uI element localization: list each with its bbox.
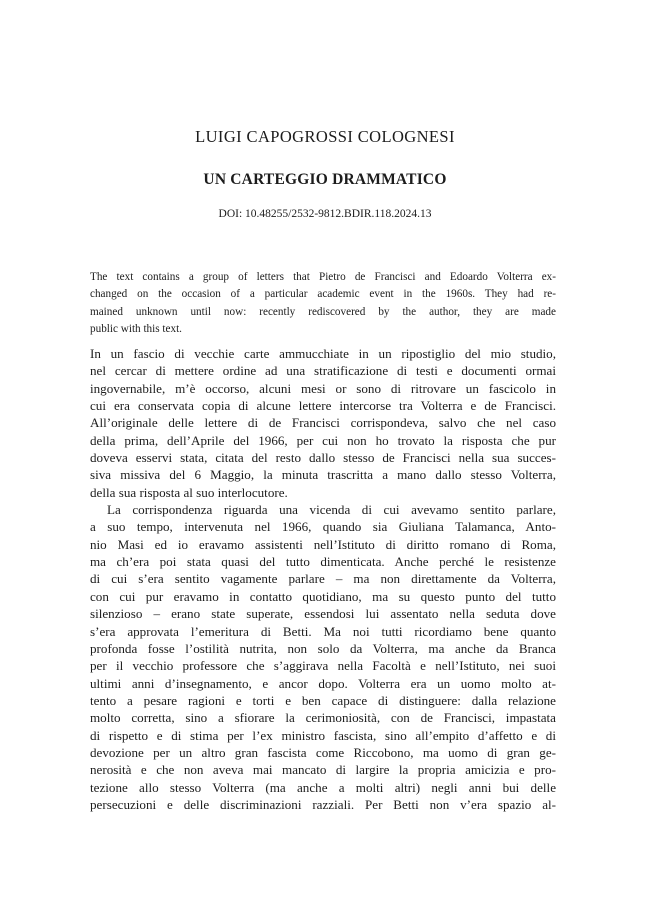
- abstract-line: changed on the occasion of a particular academic event in the 1960s. They had re-: [90, 288, 556, 301]
- body-line: devozione per un altro gran fascista come Riccobono, ma uomo di gran ge-: [90, 744, 556, 760]
- body-line: per il vecchio professore che s’aggirava nella Facoltà e nell’Istituto, nei suoi: [90, 658, 556, 674]
- body-line: ma ch’era poi stata quasi del tutto dimenticata. Anche perché le resistenze: [90, 554, 556, 570]
- body-line: molto corretta, sino a sfiorare la cerimoniosità, con de Francisci, impastata: [90, 710, 556, 726]
- body-line: nel cercar di mettere ordine ad una stratificazione di testi e documenti ormai: [90, 363, 556, 379]
- abstract-line: mained unknown until now: recently rediscovered by the author, they are made: [90, 305, 556, 318]
- body-line: tento a pesare ragioni e torti e ben capace di distinguere: dalla relazione: [90, 692, 556, 708]
- body-line: della prima, dell’Aprile del 1966, per cui non ho trovato la risposta che pur: [90, 432, 556, 448]
- body-line: ultimi anni d’insegnamento, e ancor dopo. Volterra era un uomo molto at-: [90, 675, 556, 691]
- body-line: con cui pur eravamo in contatto quotidiano, ma su questo punto del tutto: [90, 588, 556, 604]
- body-line: La corrispondenza riguarda una vicenda di cui avevamo sentito parlare,: [107, 502, 556, 518]
- body-line: silenzioso – erano state superate, essendosi lui assentato nella seduta dove: [90, 606, 556, 622]
- article-title: UN CARTEGGIO DRAMMATICO: [203, 171, 447, 188]
- author-name: LUIGI CAPOGROSSI COLOGNESI: [195, 127, 455, 146]
- abstract-line: The text contains a group of letters that Pietro de Francisci and Edoardo Volterra ex-: [90, 271, 556, 283]
- body-line: nio Masi ed io eravamo assistenti nell’Istituto di diritto romano di Roma,: [90, 536, 556, 552]
- body-line: persecuzioni e delle discriminazioni razziali. Per Betti non v’era spazio al-: [90, 796, 556, 812]
- doi-line: DOI: 10.48255/2532-9812.BDIR.118.2024.13: [218, 208, 432, 220]
- body-line: All’originale delle lettere di de Francisci corrispondeva, salvo che nel caso: [90, 415, 556, 431]
- body-line: siva missiva del 6 Maggio, la minuta trascritta a mano dallo stesso Volterra,: [90, 467, 556, 483]
- paragraph: [90, 345, 556, 501]
- body-line: profonda fosse l’ostilità nutrita, non solo da Volterra, ma anche da Branca: [90, 640, 556, 656]
- abstract-line: public with this text.: [90, 323, 182, 336]
- body-line: di cui s’era sentito vagamente parlare – ma non direttamente da Volterra,: [90, 571, 556, 587]
- abstract: [90, 269, 556, 339]
- body-line: cui era conservata copia di alcune lettere intercorse tra Volterra e de Francisci.: [90, 398, 556, 414]
- body-line: della sua risposta al suo interlocutore.: [90, 484, 288, 500]
- body-line: ingovernabile, m’è occorso, alcuni mesi or sono di ritrovare un fascicolo in: [90, 380, 556, 396]
- body-line: s’era approvata l’emeritura di Betti. Ma noi tutti ricordiamo bene quanto: [90, 623, 556, 639]
- body-line: tezione allo stesso Volterra (ma anche a molti altri) negli anni bui delle: [90, 779, 556, 795]
- body-line: doveva esservi stata, citata del resto dallo stesso de Francisci nella sua succes-: [90, 450, 556, 466]
- body-line: nerosità e che non aveva mai mancato di largire la propria amicizia e pro-: [90, 762, 556, 778]
- body-line: In un fascio di vecchie carte ammucchiate in un ripostiglio del mio studio,: [90, 346, 556, 361]
- body-line: di rispetto e di stima per l’ex ministro fascista, sino all’empito d’affetto e di: [90, 727, 556, 743]
- body-text: [90, 345, 556, 813]
- body-line: a suo tempo, intervenuta nel 1966, quando sia Giuliana Talamanca, Anto-: [90, 519, 556, 535]
- paragraph: [90, 501, 556, 813]
